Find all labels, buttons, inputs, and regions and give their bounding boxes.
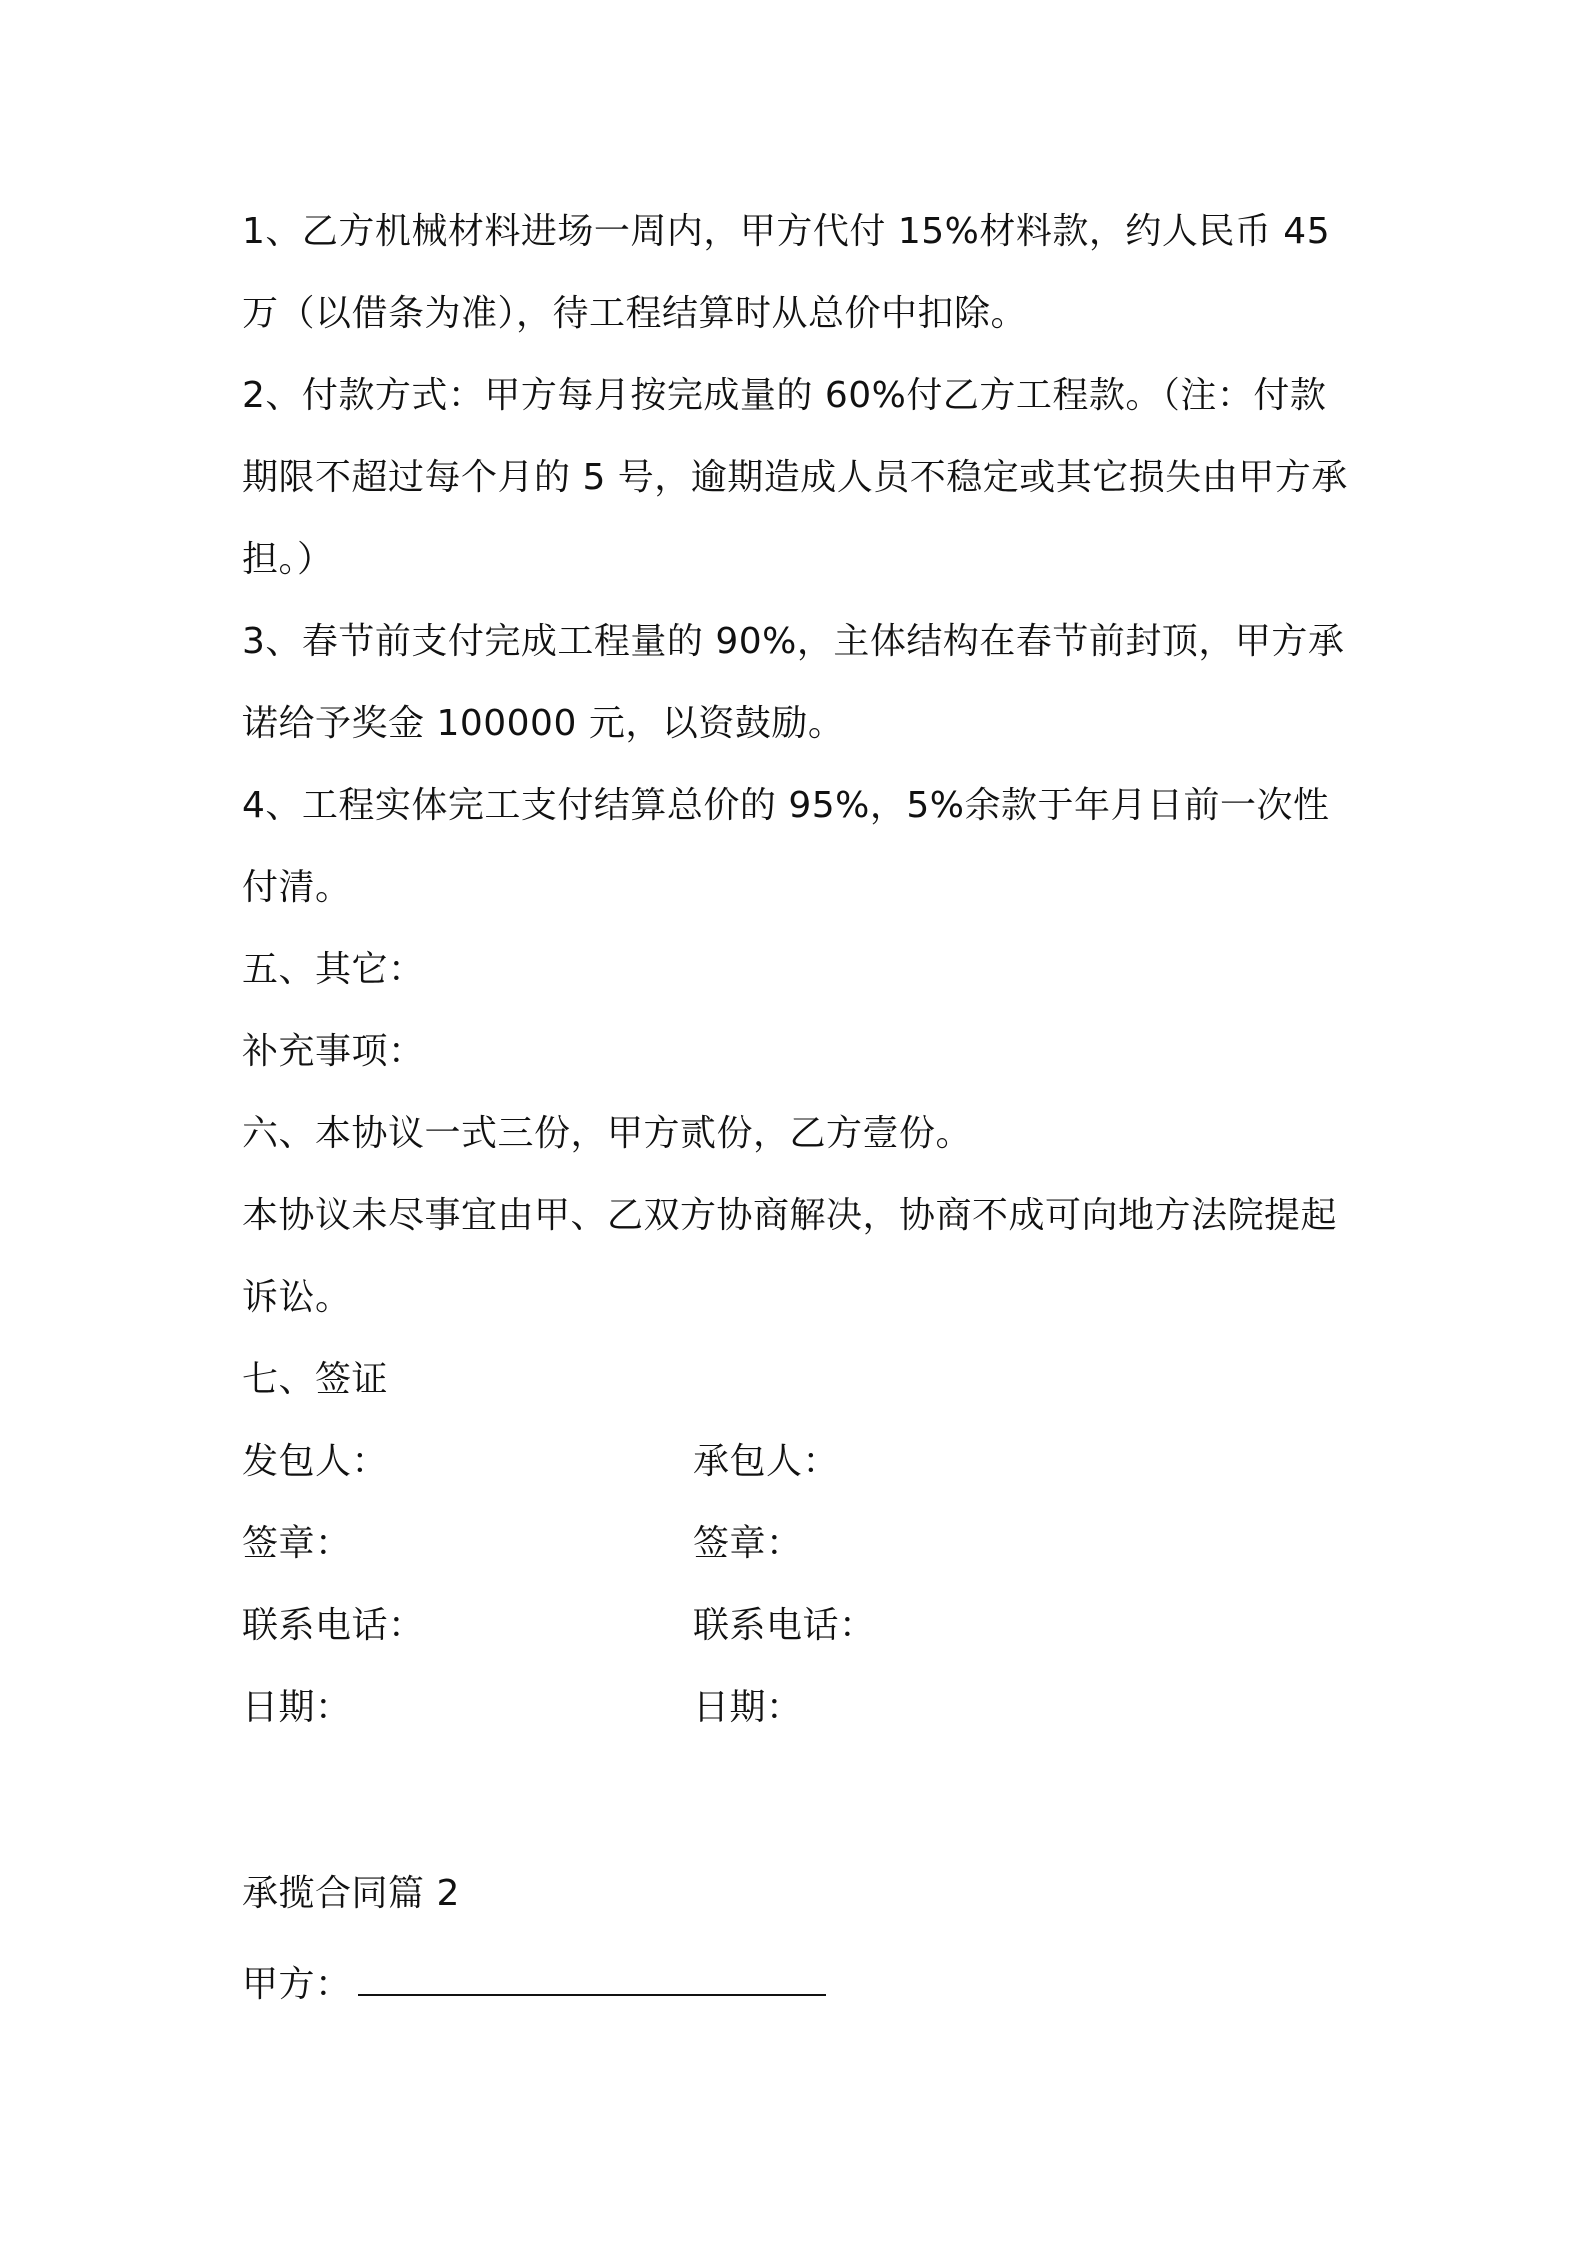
section-heading: 七、签证 xyxy=(242,1359,389,1400)
paragraph-line: 万（以借条为准），待工程结算时从总价中扣除。 xyxy=(242,293,1028,334)
paragraph-line: 补充事项： xyxy=(242,1031,425,1072)
signature-right-label: 日期： xyxy=(693,1687,803,1728)
paragraph-line: 1、乙方机械材料进场一周内，甲方代付 15%材料款，约人民币 45 xyxy=(242,211,1331,252)
paragraph-line: 2、付款方式：甲方每月按完成量的 60%付乙方工程款。（注：付款 xyxy=(242,375,1327,416)
signature-left-label: 签章： xyxy=(242,1523,352,1564)
section-title: 承揽合同篇 2 xyxy=(242,1873,460,1914)
party-a-blank xyxy=(358,1960,826,1996)
party-a-label: 甲方： xyxy=(242,1964,352,2005)
party-a-line xyxy=(242,1960,826,2009)
signature-right-label: 签章： xyxy=(693,1523,803,1564)
signature-right-label: 联系电话： xyxy=(693,1605,876,1646)
paragraph-line: 本协议未尽事宜由甲、乙双方协商解决，协商不成可向地方法院提起 xyxy=(242,1195,1338,1236)
signature-left-label: 联系电话： xyxy=(242,1605,425,1646)
signature-right-label: 承包人： xyxy=(693,1441,840,1482)
paragraph-line: 诉讼。 xyxy=(242,1277,352,1318)
signature-left-label: 日期： xyxy=(242,1687,352,1728)
paragraph-line: 期限不超过每个月的 5 号，逾期造成人员不稳定或其它损失由甲方承 xyxy=(242,457,1348,498)
signature-left-label: 发包人： xyxy=(242,1441,389,1482)
paragraph-line: 诺给予奖金 100000 元，以资鼓励。 xyxy=(242,703,845,744)
section-heading: 六、本协议一式三份，甲方贰份，乙方壹份。 xyxy=(242,1113,973,1154)
paragraph-line: 4、工程实体完工支付结算总价的 95%，5%余款于年月日前一次性 xyxy=(242,785,1330,826)
paragraph-line: 付清。 xyxy=(242,867,352,908)
paragraph-line: 3、春节前支付完成工程量的 90%，主体结构在春节前封顶，甲方承 xyxy=(242,621,1345,662)
paragraph-line: 担。） xyxy=(242,539,334,580)
section-heading: 五、其它： xyxy=(242,949,425,990)
